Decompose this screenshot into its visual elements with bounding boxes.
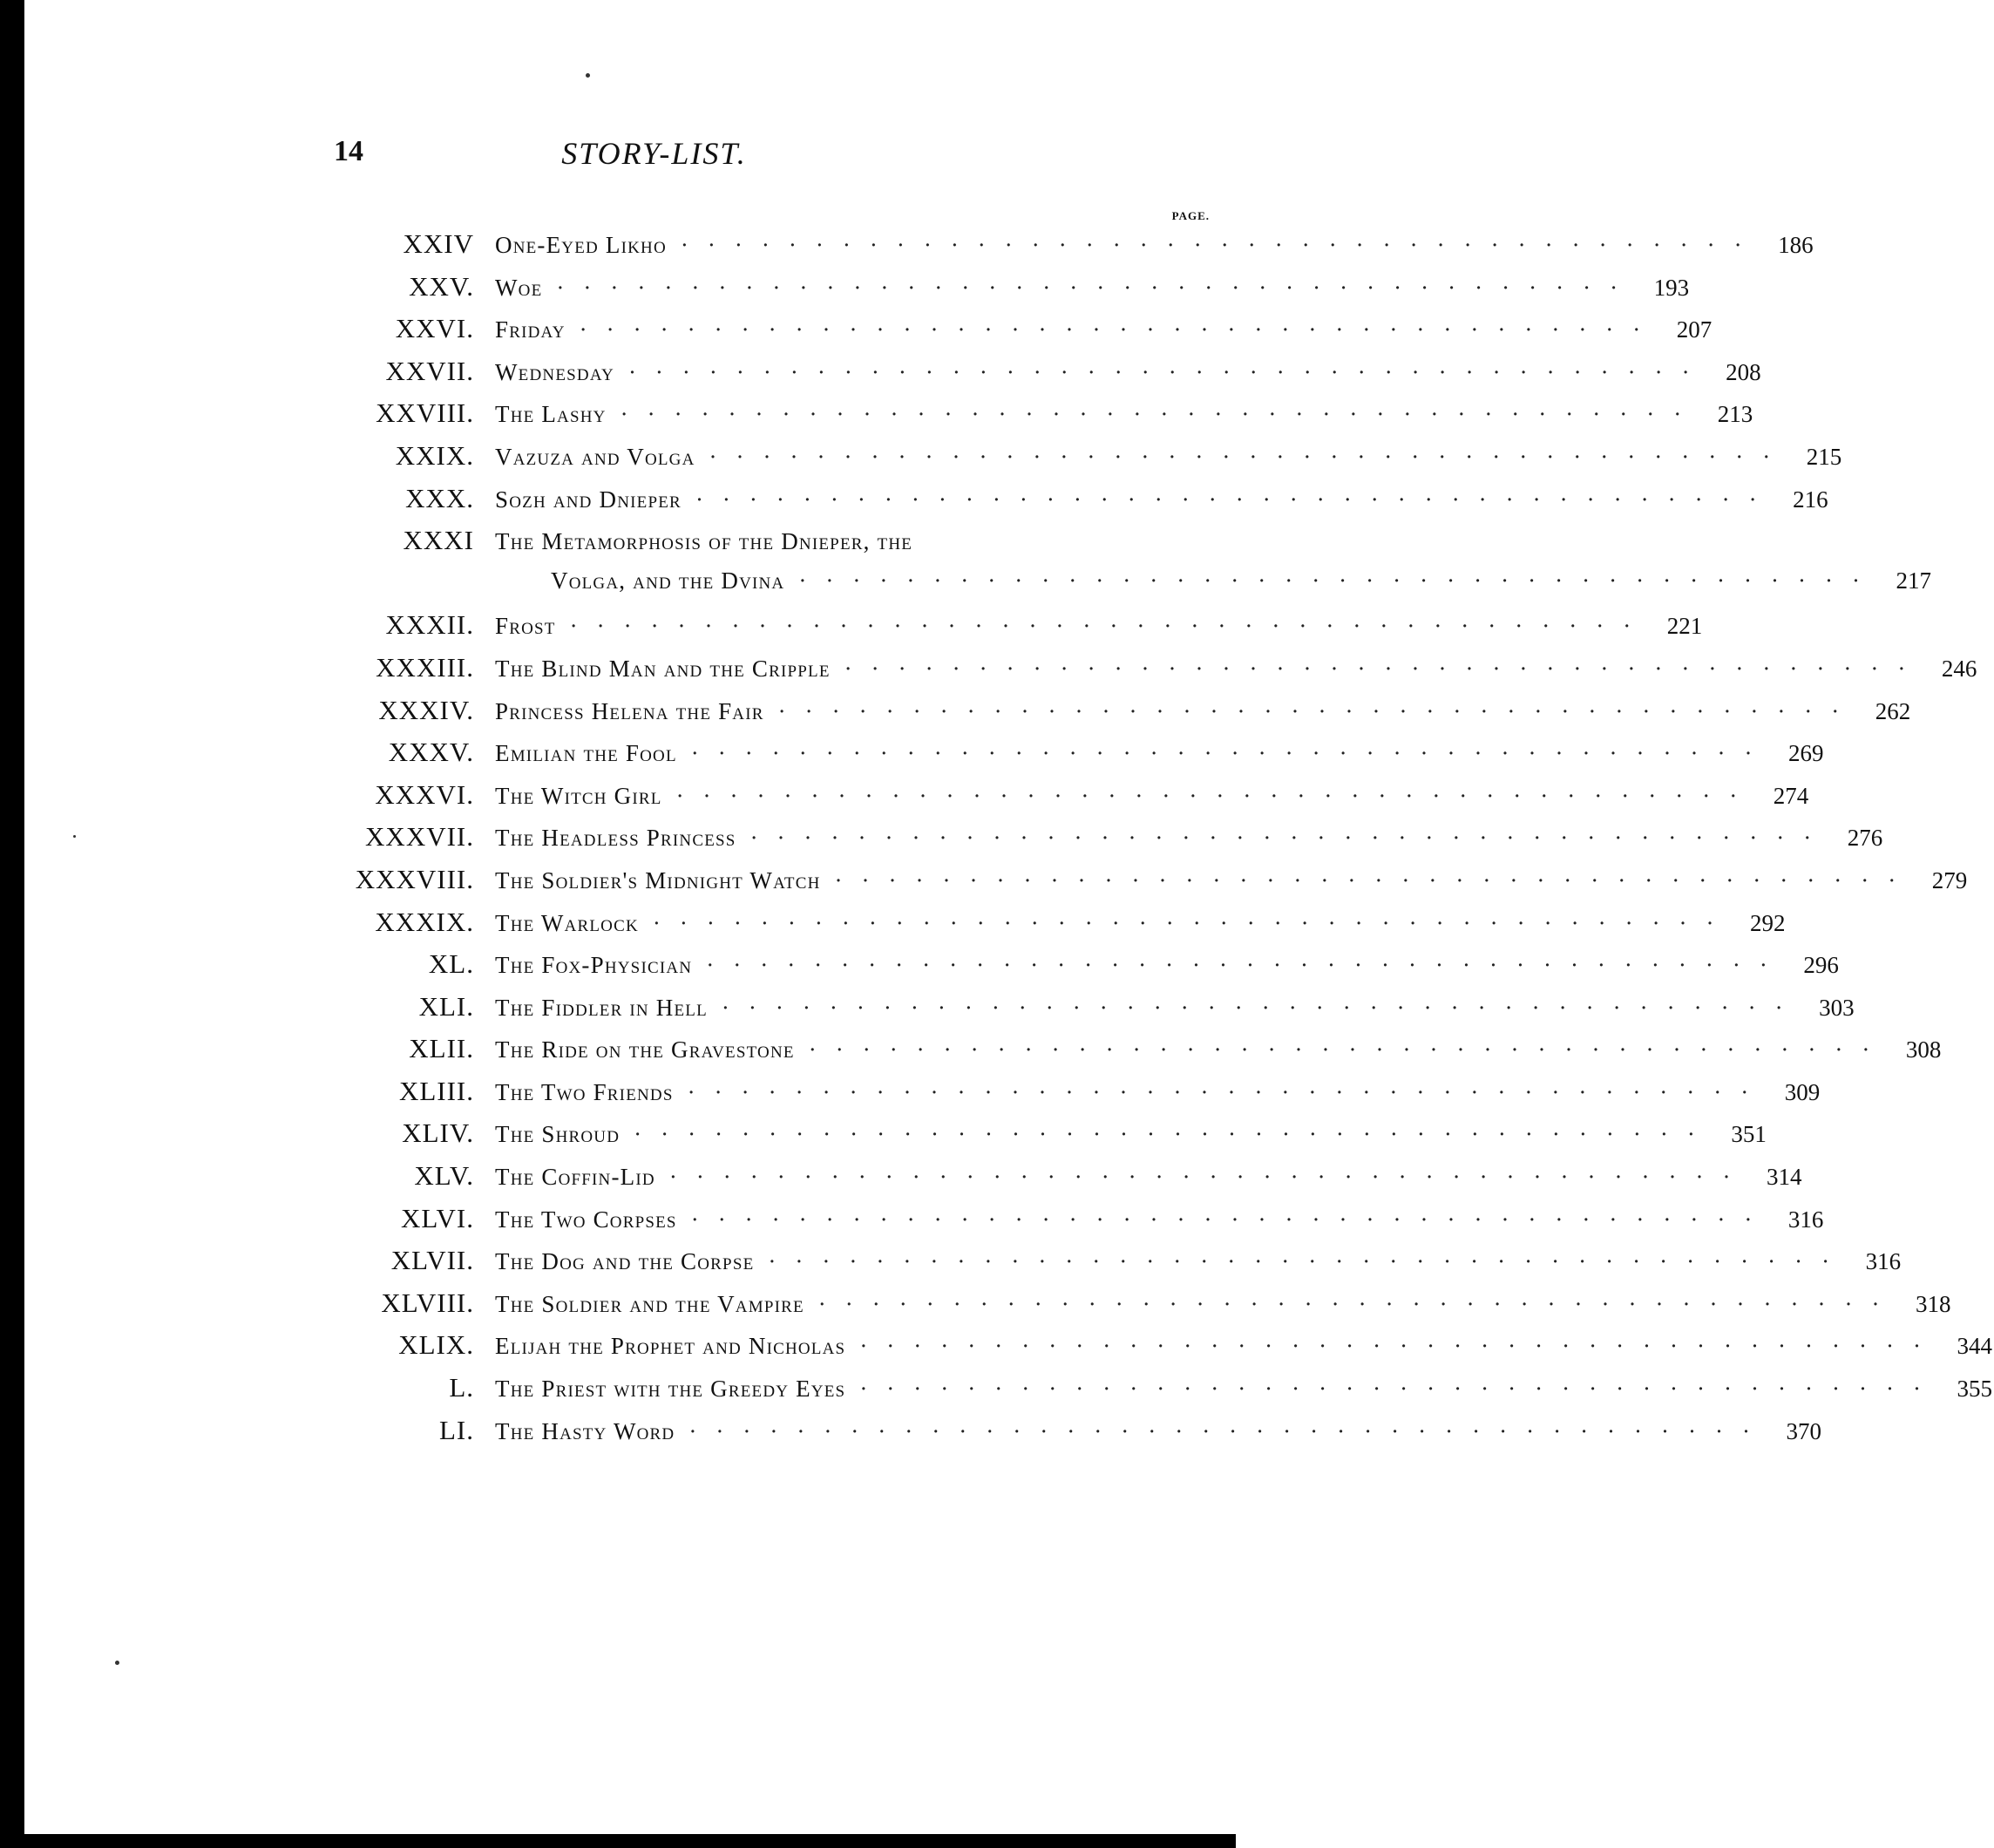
toc-page-number: 216 — [1793, 486, 1828, 513]
toc-numeral: XLIX. — [398, 1329, 474, 1361]
toc-numeral: XXV. — [409, 270, 474, 302]
toc-numeral: XXXIII. — [376, 651, 474, 683]
toc-page-number: 269 — [1787, 740, 1824, 767]
toc-title: Vazuza and Volga — [495, 443, 695, 470]
toc-entry — [321, 948, 1839, 991]
toc-numeral: XXX. — [405, 482, 474, 513]
toc-page-number: 296 — [1803, 952, 1839, 979]
toc-title: The Lashy — [495, 401, 607, 428]
running-head — [334, 135, 974, 179]
toc-page-number: 316 — [1865, 1248, 1902, 1275]
scan-border-left — [0, 0, 24, 1848]
toc-page-number: 314 — [1766, 1164, 1802, 1191]
toc-entry — [321, 397, 1753, 440]
dot-leader: ········································ — [808, 1036, 1889, 1063]
dot-leader: ········································ — [768, 1248, 1849, 1275]
toc-numeral: XLVI. — [401, 1202, 474, 1233]
page-column-label: PAGE. — [1171, 209, 1210, 222]
dot-leader: ········································ — [709, 443, 1790, 470]
toc-entry — [321, 863, 1968, 907]
book-page — [24, 0, 1992, 1834]
toc-title: The Dog and the Corpse — [495, 1248, 755, 1275]
toc-page-number: 292 — [1750, 909, 1786, 936]
dot-leader: ········································ — [556, 274, 1638, 301]
toc-title: Frost — [495, 613, 556, 640]
toc-entry — [321, 1245, 1902, 1287]
toc-title: The Blind Man and the Cripple — [495, 655, 831, 682]
dot-leader: ········································ — [798, 567, 1880, 594]
toc-numeral: XLIII. — [398, 1075, 474, 1106]
toc-entry — [321, 1160, 1802, 1203]
dot-leader: ········································ — [859, 1376, 1940, 1403]
dot-leader: ········································ — [834, 866, 1916, 893]
toc-title: The Two Corpses — [495, 1206, 677, 1233]
toc-title: The Metamorphosis of the Dnieper, the — [495, 528, 913, 555]
toc-title: The Soldier's Midnight Watch — [495, 866, 821, 893]
dot-leader: ········································ — [844, 655, 1925, 682]
toc-page-number: 186 — [1778, 232, 1814, 258]
toc-page-number: 355 — [1957, 1376, 1992, 1403]
toc-entry — [321, 355, 1761, 398]
toc-entry — [321, 906, 1786, 949]
toc-title: The Two Friends — [495, 1078, 674, 1105]
toc-entry — [321, 1118, 1767, 1160]
dot-leader: ········································ — [690, 740, 1772, 767]
toc-page-number: 309 — [1784, 1078, 1821, 1105]
print-speck — [586, 73, 590, 78]
toc-title: The Fox-Physician — [495, 952, 693, 979]
toc-numeral: XXXI — [403, 525, 474, 556]
toc-title: The Coffin-Lid — [495, 1164, 655, 1191]
toc-numeral: XXXIV. — [378, 694, 474, 725]
toc-page-number: 217 — [1896, 567, 1932, 594]
toc-numeral: XXIV — [403, 228, 474, 259]
toc-numeral: XXXVIII. — [355, 863, 474, 894]
toc-page-number: 274 — [1773, 782, 1809, 809]
toc-entry — [321, 737, 1824, 779]
dot-leader: ········································ — [579, 316, 1660, 343]
toc-numeral: XLV. — [414, 1160, 474, 1192]
toc-numeral: XXIX. — [395, 439, 474, 471]
toc-page-number: 351 — [1731, 1121, 1767, 1148]
toc-entry — [321, 778, 1809, 822]
toc-numeral: XXVIII. — [376, 397, 474, 429]
toc-title: Woe — [495, 274, 543, 301]
dot-leader: ········································ — [620, 401, 1701, 428]
toc-numeral: XXXII. — [385, 609, 474, 641]
toc-numeral: XXXV. — [388, 737, 474, 768]
toc-page-number: 215 — [1806, 443, 1842, 470]
toc-page-number: 318 — [1915, 1290, 1951, 1317]
toc-entry — [321, 525, 1227, 567]
toc-numeral: XXXIX. — [375, 906, 474, 937]
toc-numeral: XLVII. — [390, 1245, 474, 1276]
dot-leader: ········································ — [634, 1121, 1714, 1148]
toc-title: Wednesday — [495, 358, 614, 385]
toc-page-number: 276 — [1847, 825, 1883, 852]
toc-page-number: 193 — [1653, 274, 1690, 301]
toc-title: The Headless Princess — [495, 825, 736, 852]
dot-leader: ········································ — [721, 994, 1802, 1021]
dot-leader: ········································ — [652, 909, 1733, 936]
toc-page-number: 370 — [1786, 1417, 1822, 1444]
story-list — [321, 228, 1992, 1457]
toc-title: Emilian the Fool — [495, 740, 677, 767]
toc-page-number: 213 — [1717, 401, 1753, 428]
toc-page-number: 208 — [1726, 358, 1761, 385]
toc-entry — [321, 439, 1842, 483]
toc-title: Friday — [495, 316, 566, 343]
toc-entry — [321, 228, 1814, 271]
toc-entry — [321, 567, 1932, 610]
toc-title: The Soldier and the Vampire — [495, 1290, 804, 1317]
toc-title: Elijah the Prophet and Nicholas — [495, 1333, 846, 1360]
toc-numeral: LI. — [438, 1414, 474, 1445]
toc-entry — [321, 1033, 1942, 1076]
dot-leader: ········································ — [695, 486, 1776, 513]
toc-entry — [321, 651, 1977, 695]
toc-numeral: XLVIII. — [381, 1287, 474, 1318]
toc-title: Sozh and Dnieper — [495, 486, 682, 513]
dot-leader: ········································ — [777, 697, 1859, 724]
toc-page-number: 221 — [1666, 613, 1703, 640]
toc-numeral: XLIV. — [402, 1118, 474, 1149]
dot-leader: ········································ — [687, 1078, 1768, 1105]
toc-title: Volga, and the Dvina — [551, 567, 785, 594]
toc-title: One-Eyed Likho — [495, 232, 667, 258]
toc-numeral: XXVII. — [385, 355, 474, 386]
toc-title: The Witch Girl — [495, 782, 662, 809]
toc-entry — [321, 1202, 1824, 1246]
dot-leader: ········································ — [749, 825, 1831, 852]
toc-title: The Fiddler in Hell — [495, 994, 708, 1021]
print-speck — [115, 1661, 119, 1665]
toc-page-number: 344 — [1957, 1333, 1992, 1360]
toc-page-number: 316 — [1787, 1206, 1824, 1233]
toc-entry — [321, 609, 1703, 652]
toc-title: The Shroud — [495, 1121, 621, 1148]
toc-entry — [321, 1372, 1992, 1415]
toc-numeral: XXXVI. — [375, 778, 474, 810]
dot-leader: ········································ — [675, 782, 1757, 809]
dot-leader: ········································ — [680, 232, 1761, 258]
dot-leader: ········································ — [688, 1417, 1770, 1444]
toc-page-number: 262 — [1875, 697, 1911, 724]
toc-page-number: 279 — [1931, 866, 1968, 893]
toc-numeral: L. — [449, 1372, 474, 1403]
toc-page-number: 246 — [1941, 655, 1977, 682]
dot-leader: ········································ — [627, 358, 1709, 385]
toc-title: Princess Helena the Fair — [495, 697, 764, 724]
dot-leader: ········································ — [690, 1206, 1772, 1233]
toc-numeral: XLI. — [418, 990, 474, 1022]
toc-page-number: 308 — [1905, 1036, 1942, 1063]
dot-leader: ········································ — [817, 1290, 1899, 1317]
toc-entry — [321, 1287, 1951, 1330]
toc-title: The Warlock — [495, 909, 639, 936]
toc-numeral: XXVI. — [395, 313, 474, 344]
toc-entry — [321, 1329, 1992, 1372]
toc-entry — [321, 313, 1713, 356]
toc-title: The Hasty Word — [495, 1417, 675, 1444]
dot-leader: ········································ — [859, 1333, 1940, 1360]
toc-entry — [321, 1414, 1822, 1457]
running-title: STORY-LIST. — [561, 136, 747, 171]
toc-entry — [321, 821, 1883, 864]
dot-leader: ········································ — [706, 952, 1787, 979]
toc-title: The Ride on the Gravestone — [495, 1036, 795, 1063]
dot-leader: ········································ — [668, 1164, 1750, 1191]
toc-title: The Priest with the Greedy Eyes — [495, 1376, 846, 1403]
toc-page-number: 303 — [1819, 994, 1855, 1021]
toc-entry — [321, 1075, 1821, 1118]
toc-numeral: XXXVII. — [365, 821, 474, 853]
toc-entry — [321, 990, 1855, 1034]
toc-numeral: XL. — [428, 948, 474, 980]
toc-entry — [321, 694, 1911, 737]
toc-numeral: XLII. — [409, 1033, 474, 1064]
toc-entry — [321, 270, 1690, 314]
toc-entry — [321, 482, 1828, 526]
dot-leader: ········································ — [569, 613, 1651, 640]
page-number: 14 — [334, 135, 363, 167]
scan-border-bottom — [0, 1834, 1236, 1848]
print-speck — [73, 835, 76, 838]
toc-page-number: 207 — [1676, 316, 1713, 343]
